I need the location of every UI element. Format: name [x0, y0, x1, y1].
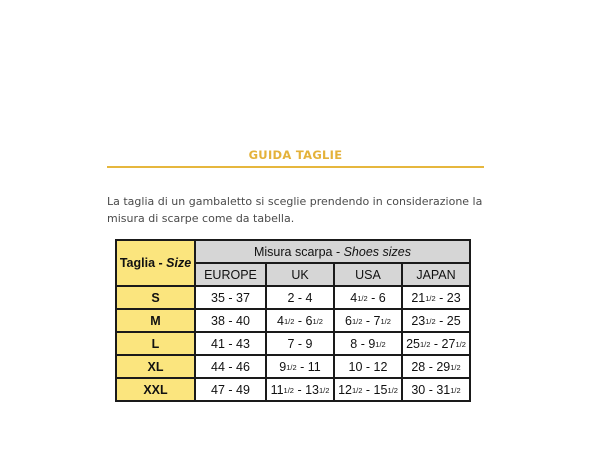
size-label-cell: M	[116, 309, 195, 332]
europe-cell: 41 - 43	[195, 332, 266, 355]
column-header-japan: JAPAN	[402, 263, 470, 286]
measure-header-label: Misura scarpa	[253, 244, 333, 259]
usa-cell: 61/2 - 71/2	[334, 309, 402, 332]
uk-cell: 2 - 4	[266, 286, 334, 309]
half-fraction: 1/2	[352, 385, 363, 395]
europe-cell: 35 - 37	[195, 286, 266, 309]
europe-cell: 47 - 49	[195, 378, 266, 401]
size-label-cell: L	[116, 332, 195, 355]
half-fraction: 1/2	[450, 362, 461, 372]
japan-cell: 211/2 - 23	[402, 286, 470, 309]
intro-line-2: misura di scarpe come da tabella.	[107, 212, 295, 225]
table-row	[116, 332, 470, 355]
table-row	[116, 378, 470, 401]
uk-cell: 41/2 - 61/2	[266, 309, 334, 332]
half-fraction: 1/2	[286, 362, 297, 372]
table-row	[116, 286, 470, 309]
measure-header-label-en: Shoes sizes	[343, 244, 411, 259]
half-fraction: 1/2	[387, 385, 398, 395]
column-header-europe: EUROPE	[195, 263, 266, 286]
half-fraction: 1/2	[425, 293, 436, 303]
intro-line-1: La taglia di un gambaletto si sceglie prendendo in considerazione la	[107, 195, 483, 208]
column-header-usa: USA	[334, 263, 402, 286]
japan-cell: 30 - 311/2	[402, 378, 470, 401]
europe-cell: 38 - 40	[195, 309, 266, 332]
size-header-sep: -	[155, 256, 167, 270]
half-fraction: 1/2	[455, 339, 466, 349]
intro-text	[107, 193, 487, 227]
column-header-uk: UK	[266, 263, 334, 286]
half-fraction: 1/2	[450, 385, 461, 395]
uk-cell: 91/2 - 11	[266, 355, 334, 378]
half-fraction: 1/2	[319, 385, 330, 395]
size-label-cell: XXL	[116, 378, 195, 401]
half-fraction: 1/2	[420, 339, 431, 349]
usa-cell: 10 - 12	[334, 355, 402, 378]
europe-cell: 44 - 46	[195, 355, 266, 378]
half-fraction: 1/2	[375, 339, 386, 349]
japan-cell: 251/2 - 271/2	[402, 332, 470, 355]
half-fraction: 1/2	[357, 293, 368, 303]
size-header-label-en: Size	[166, 256, 192, 270]
half-fraction: 1/2	[284, 316, 295, 326]
usa-cell: 8 - 91/2	[334, 332, 402, 355]
japan-cell: 28 - 291/2	[402, 355, 470, 378]
size-label-cell: XL	[116, 355, 195, 378]
half-fraction: 1/2	[283, 385, 294, 395]
usa-cell: 121/2 - 151/2	[334, 378, 402, 401]
title-divider	[107, 166, 484, 168]
size-label-cell: S	[116, 286, 195, 309]
half-fraction: 1/2	[312, 316, 323, 326]
size-header-label: Taglia	[119, 256, 156, 270]
half-fraction: 1/2	[425, 316, 436, 326]
usa-cell: 41/2 - 6	[334, 286, 402, 309]
size-header-cell	[116, 240, 195, 286]
japan-cell: 231/2 - 25	[402, 309, 470, 332]
table-row	[116, 309, 470, 332]
uk-cell: 111/2 - 131/2	[266, 378, 334, 401]
size-chart-table	[115, 239, 471, 402]
page-title: GUIDA TAGLIE	[248, 148, 343, 162]
half-fraction: 1/2	[380, 316, 391, 326]
table-row	[116, 355, 470, 378]
measure-header-cell	[195, 240, 470, 263]
measure-header-sep: -	[332, 244, 344, 259]
uk-cell: 7 - 9	[266, 332, 334, 355]
header-row-main	[116, 240, 470, 263]
half-fraction: 1/2	[352, 316, 363, 326]
